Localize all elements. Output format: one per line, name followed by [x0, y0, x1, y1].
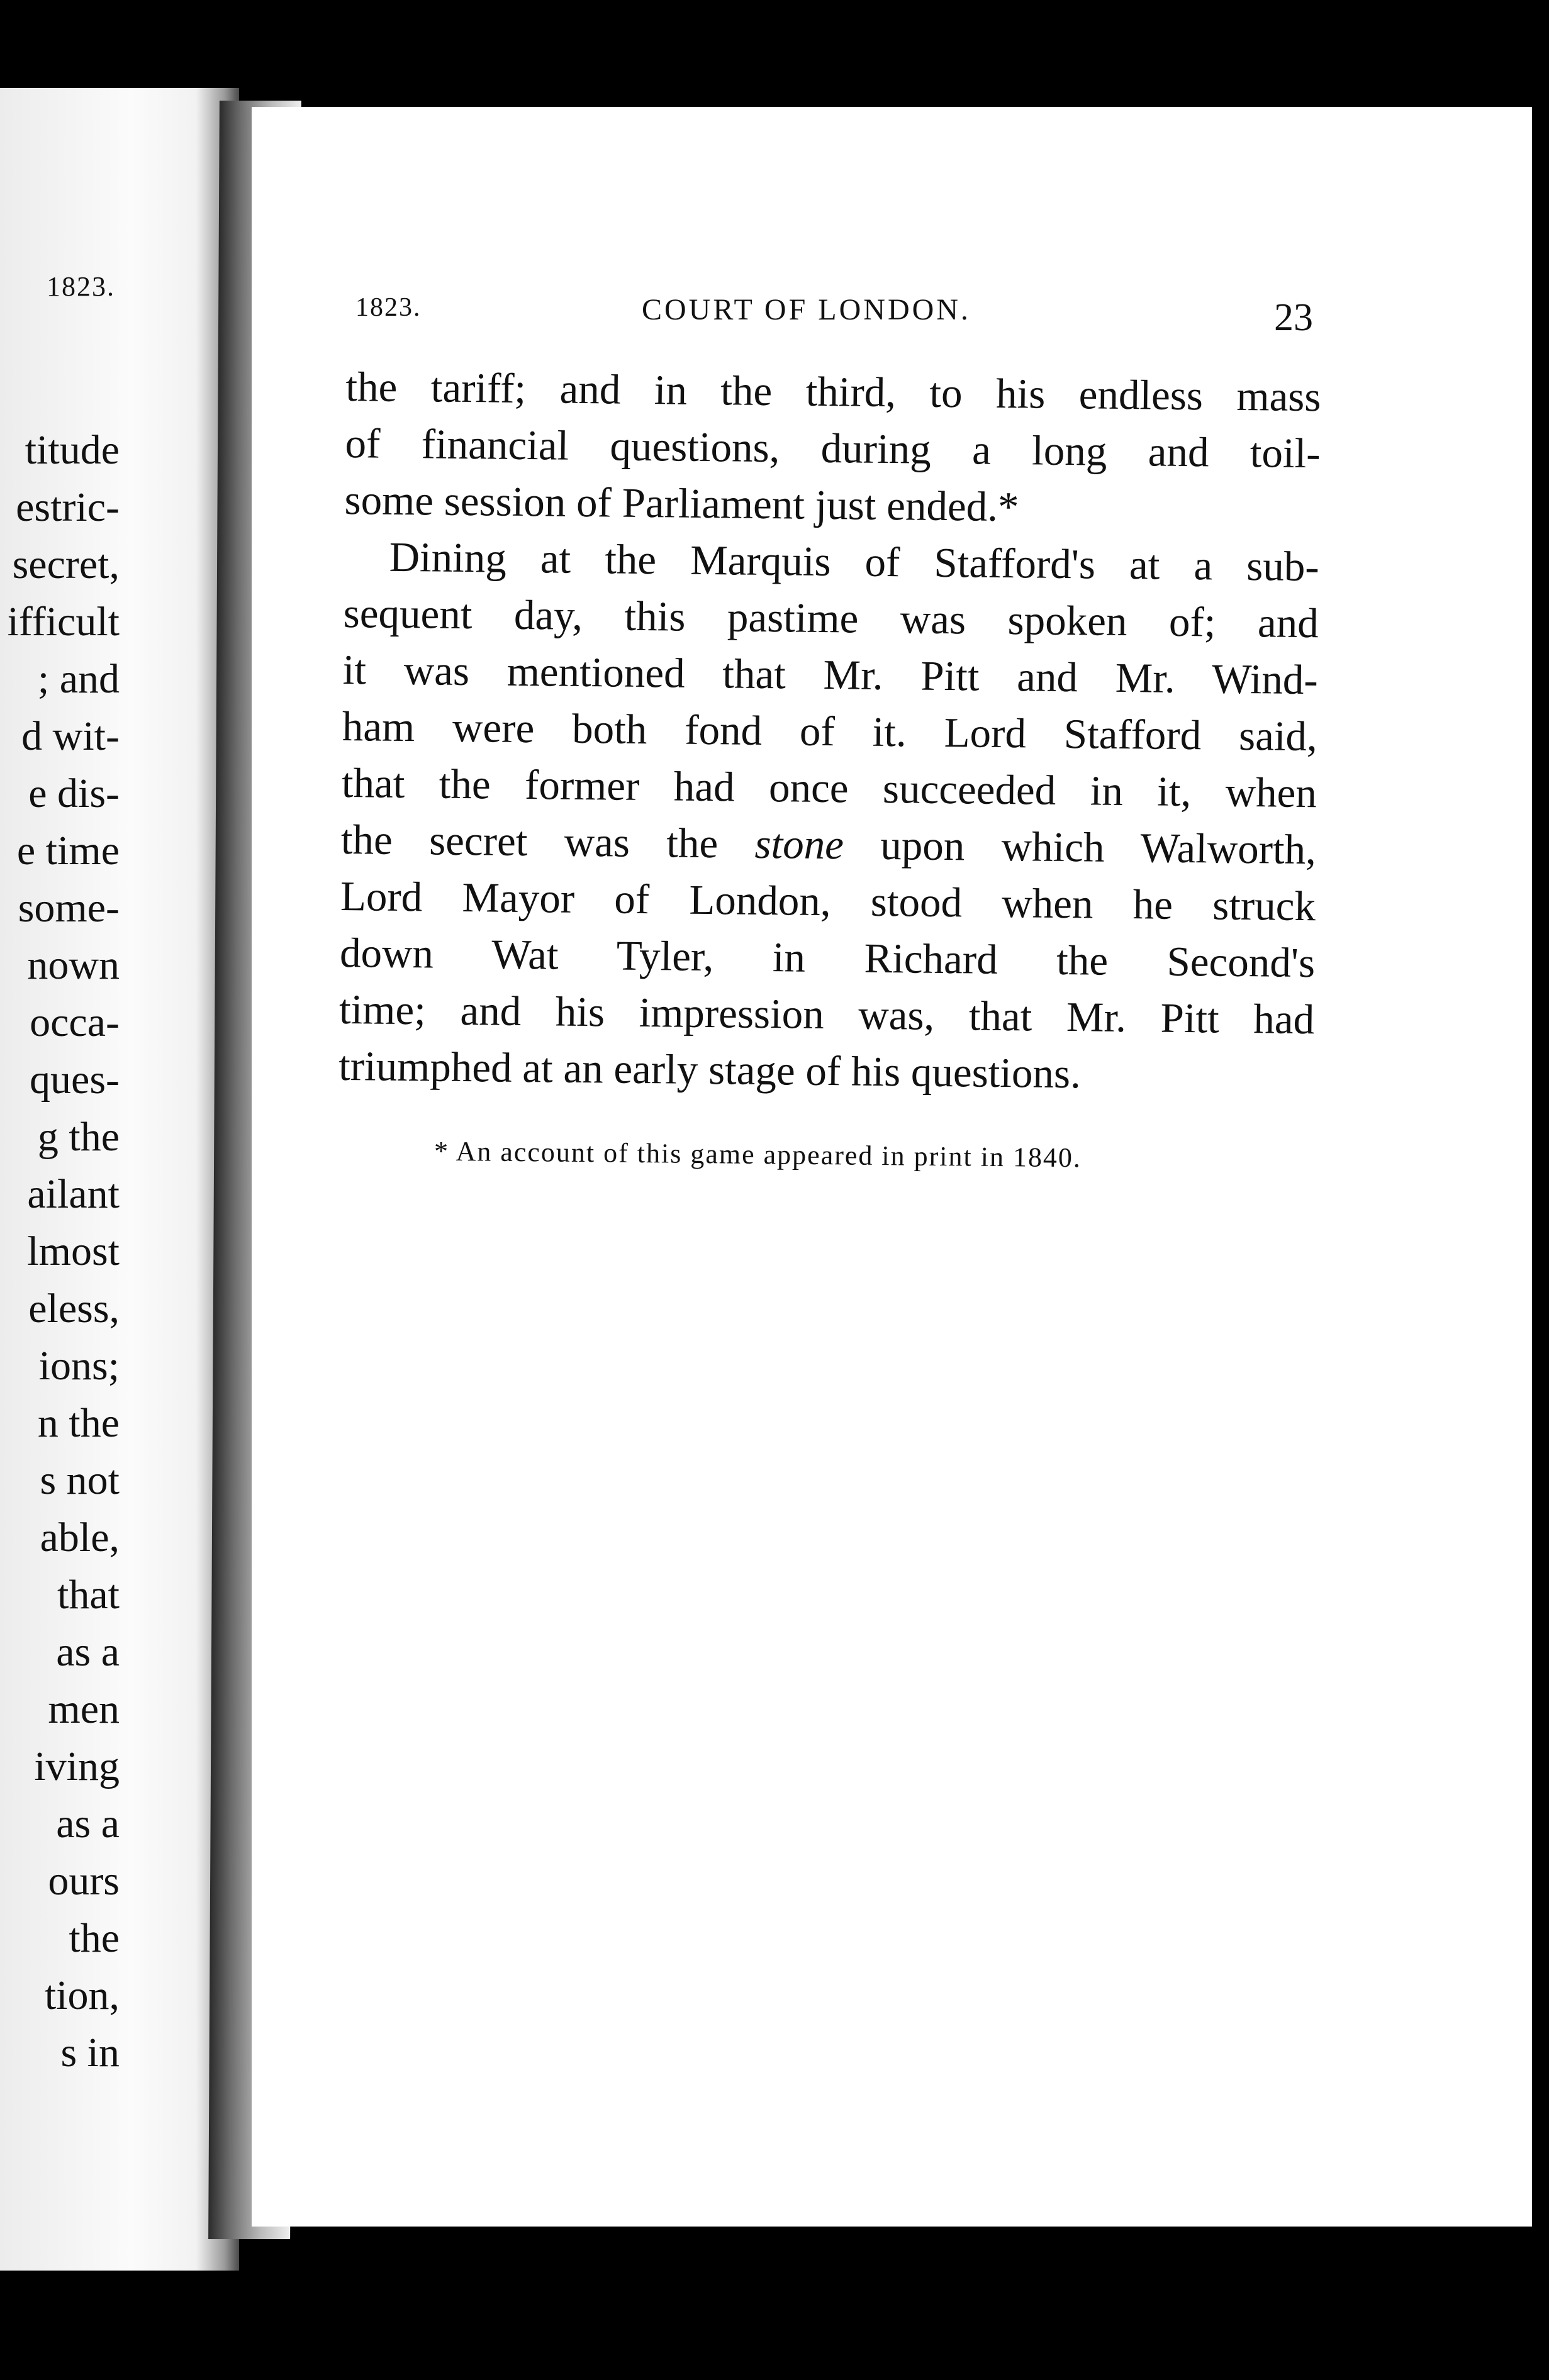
left-line: the — [69, 1915, 120, 1961]
left-line: tion, — [44, 1972, 120, 2018]
left-page — [0, 88, 239, 2271]
left-line: occa- — [30, 999, 120, 1045]
left-line: able, — [40, 1515, 120, 1560]
text-line: of financial questions, during a long and toil- — [345, 420, 1321, 477]
left-line: s not — [40, 1457, 120, 1503]
left-line: ques- — [30, 1057, 120, 1103]
right-page — [252, 107, 1532, 2227]
left-line: e time — [16, 828, 120, 874]
left-line: ailant — [27, 1171, 120, 1217]
text-line: it was mentioned that Mr. Pitt and Mr. Wind- — [342, 646, 1319, 704]
left-line: g the — [37, 1114, 120, 1160]
text-line — [341, 811, 1317, 878]
left-line: ifficult — [7, 599, 120, 645]
left-line: ions; — [38, 1343, 120, 1389]
text-line: Lord Mayor of London, stood when he struck — [340, 872, 1316, 930]
left-line: n the — [37, 1400, 120, 1446]
footnote: * An account of this game appeared in print in 1840. — [433, 1135, 1082, 1174]
text-line: triumphed at an early stage of his questions. — [338, 1042, 1082, 1098]
left-line: iving — [34, 1743, 120, 1789]
left-line: eless, — [28, 1286, 120, 1332]
left-line: s in — [60, 2030, 120, 2076]
text-line: down Wat Tyler, in Richard the Second's — [339, 929, 1316, 987]
text-line: Dining at the Marquis of Stafford's at a sub- — [389, 533, 1320, 591]
left-line: ours — [48, 1858, 120, 1904]
left-page-text — [8, 421, 120, 2081]
text-line: some session of Parliament just ended.* — [344, 476, 1019, 531]
left-line: that — [57, 1572, 120, 1618]
body-text — [338, 359, 1321, 1104]
running-head-year: 1823. — [355, 293, 422, 322]
text-line: that the former had once succeeded in it, when — [341, 759, 1317, 817]
left-line: some- — [18, 885, 120, 931]
left-line: d wit- — [21, 713, 120, 759]
page-number: 23 — [1274, 296, 1313, 339]
left-line: estric- — [16, 484, 120, 530]
italic-word: stone — [754, 820, 844, 869]
left-line: men — [48, 1686, 120, 1732]
text-line: sequent day, this pastime was spoken of; and — [343, 589, 1319, 647]
running-head-title: COURT OF LONDON. — [642, 293, 971, 326]
text-fragment: the secret was the — [340, 816, 755, 867]
text-line: the tariff; and in the third, to his endless mass — [345, 363, 1321, 421]
left-line: e dis- — [28, 770, 120, 816]
text-line: ham were both fond of it. Lord Stafford said, — [342, 703, 1318, 760]
left-line: titude — [25, 427, 120, 473]
left-line: as a — [56, 1629, 120, 1675]
left-line: ; and — [37, 656, 120, 702]
left-page-header: 1823. — [47, 271, 115, 302]
text-fragment: upon which Walworth, — [843, 821, 1317, 874]
left-line: lmost — [27, 1228, 120, 1274]
left-line: nown — [27, 942, 120, 988]
left-line: secret, — [12, 542, 120, 587]
left-line: as a — [56, 1801, 120, 1847]
text-line: time; and his impression was, that Mr. Pitt had — [338, 986, 1315, 1043]
